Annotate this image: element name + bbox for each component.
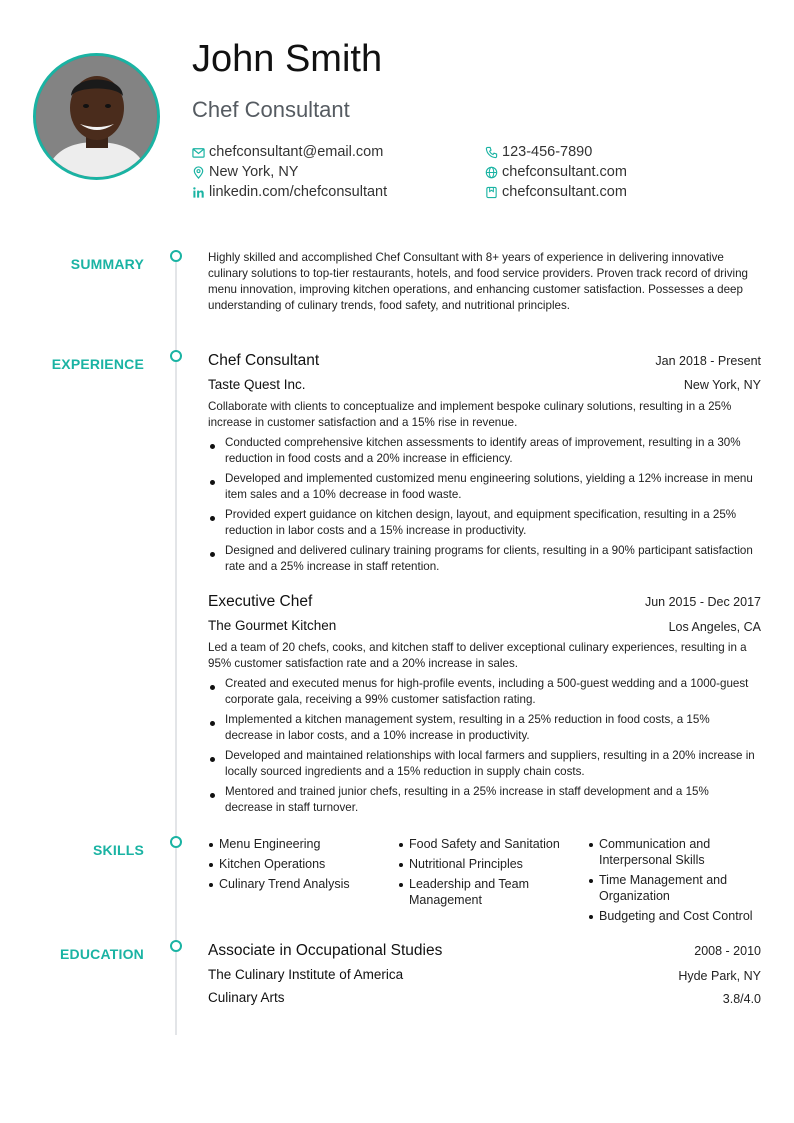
job-bullet: Developed and maintained relationships with local farmers and suppliers, resulting in a 20% increase in locally sourced ingredients and a 15% reduction in supply chain costs. xyxy=(208,748,756,780)
contact-portfolio[interactable] xyxy=(485,184,627,200)
education-location: Hyde Park, NY xyxy=(678,969,761,983)
skills-column xyxy=(398,836,568,912)
website-text: chefconsultant.com xyxy=(502,164,627,180)
skill-item: Budgeting and Cost Control xyxy=(588,908,760,924)
job-description: Led a team of 20 chefs, cooks, and kitchen staff to deliver exceptional culinary experiences, resulting in a 95% customer satisfaction rate and a 20% increase in sales. xyxy=(208,641,747,670)
portfolio-text: chefconsultant.com xyxy=(502,184,627,200)
timeline-line xyxy=(175,262,177,1035)
job-bullet: Provided expert guidance on kitchen design, layout, and equipment specification, resulting in a 25% reduction in labor costs and a 15% increase in productivity. xyxy=(208,507,756,539)
linkedin-text: linkedin.com/chefconsultant xyxy=(209,184,388,200)
education-degree: Associate in Occupational Studies xyxy=(208,942,443,959)
education-dates: 2008 - 2010 xyxy=(694,944,761,958)
contact-website[interactable] xyxy=(485,164,627,180)
section-label-experience: EXPERIENCE xyxy=(51,356,144,372)
job-bullet: Implemented a kitchen management system, resulting in a 25% reduction in food costs, a 15% decrease in labor costs, and a 10% increase in productivity. xyxy=(208,712,756,744)
section-label-summary: SUMMARY xyxy=(70,256,144,272)
job-dates: Jan 2018 - Present xyxy=(655,354,761,368)
portfolio-icon xyxy=(485,186,498,199)
job-location: New York, NY xyxy=(683,378,761,392)
phone-icon xyxy=(485,146,498,159)
job-location: Los Angeles, CA xyxy=(668,620,761,634)
timeline-dot-education xyxy=(170,940,182,952)
education-school: The Culinary Institute of America xyxy=(208,967,404,982)
timeline-dot-skills xyxy=(170,836,182,848)
linkedin-icon xyxy=(192,186,205,199)
email-text: chefconsultant@email.com xyxy=(209,144,384,160)
skill-item: Time Management and Organization xyxy=(588,872,760,904)
education-gpa: 3.8/4.0 xyxy=(722,992,761,1006)
contact-email[interactable] xyxy=(192,144,383,160)
candidate-name: John Smith xyxy=(192,38,383,80)
job-description: Collaborate with clients to conceptualize and implement bespoke culinary solutions, resulting in a 25% increase in customer satisfaction and a 15% rise in revenue. xyxy=(208,400,732,429)
skill-item: Menu Engineering xyxy=(208,836,383,852)
contact-location xyxy=(192,164,298,180)
profile-photo-image xyxy=(36,56,157,177)
job-bullets xyxy=(208,676,756,820)
section-label-education: EDUCATION xyxy=(60,946,144,962)
timeline-dot-summary xyxy=(170,250,182,262)
email-icon xyxy=(192,146,205,159)
skills-column xyxy=(208,836,383,896)
education-major: Culinary Arts xyxy=(208,990,285,1005)
section-label-skills: SKILLS xyxy=(93,842,144,858)
phone-text: 123-456-7890 xyxy=(502,144,593,160)
job-bullet: Developed and implemented customized menu engineering solutions, yielding a 12% increase in menu item sales and a 10% decrease in food waste. xyxy=(208,471,756,503)
skill-item: Food Safety and Sanitation xyxy=(398,836,568,852)
candidate-title: Chef Consultant xyxy=(192,97,350,122)
job-title: Chef Consultant xyxy=(208,352,320,369)
skill-item: Nutritional Principles xyxy=(398,856,568,872)
skills-column xyxy=(588,836,760,928)
summary-text: Highly skilled and accomplished Chef Consultant with 8+ years of experience in delivering innovative culinary solutions to top-tier restaurants, hotels, and food service providers. Proven track record of driving menu innovation, improving kitchen operations, and enhancing customer satisfaction. Possesses a deep understanding of culinary trends, food safety, and nutritional principles. xyxy=(208,251,749,312)
contact-linkedin[interactable] xyxy=(192,184,387,200)
skill-item: Leadership and Team Management xyxy=(398,876,568,908)
job-dates: Jun 2015 - Dec 2017 xyxy=(644,595,761,609)
job-title: Executive Chef xyxy=(208,593,313,610)
location-text: New York, NY xyxy=(209,164,299,180)
location-pin-icon xyxy=(192,166,205,179)
timeline-dot-experience xyxy=(170,350,182,362)
job-bullet: Created and executed menus for high-profile events, including a 500-guest wedding and a 1000-guest corporate gala, receiving a 99% customer satisfaction rating. xyxy=(208,676,756,708)
contact-phone[interactable] xyxy=(485,144,592,160)
job-bullet: Designed and delivered culinary training programs for clients, resulting in a 90% participant satisfaction rate and a 25% increase in staff retention. xyxy=(208,543,756,575)
globe-icon xyxy=(485,166,498,179)
skill-item: Communication and Interpersonal Skills xyxy=(588,836,760,868)
job-bullet: Mentored and trained junior chefs, resulting in a 25% increase in staff development and a 15% decrease in staff turnover. xyxy=(208,784,756,816)
skill-item: Kitchen Operations xyxy=(208,856,383,872)
job-bullets xyxy=(208,435,756,579)
skill-item: Culinary Trend Analysis xyxy=(208,876,383,892)
job-bullet: Conducted comprehensive kitchen assessments to identify areas of improvement, resulting in a 30% reduction in food costs and a 20% increase in efficiency. xyxy=(208,435,756,467)
job-company: The Gourmet Kitchen xyxy=(208,618,337,633)
job-company: Taste Quest Inc. xyxy=(208,377,306,392)
profile-photo xyxy=(33,53,160,180)
